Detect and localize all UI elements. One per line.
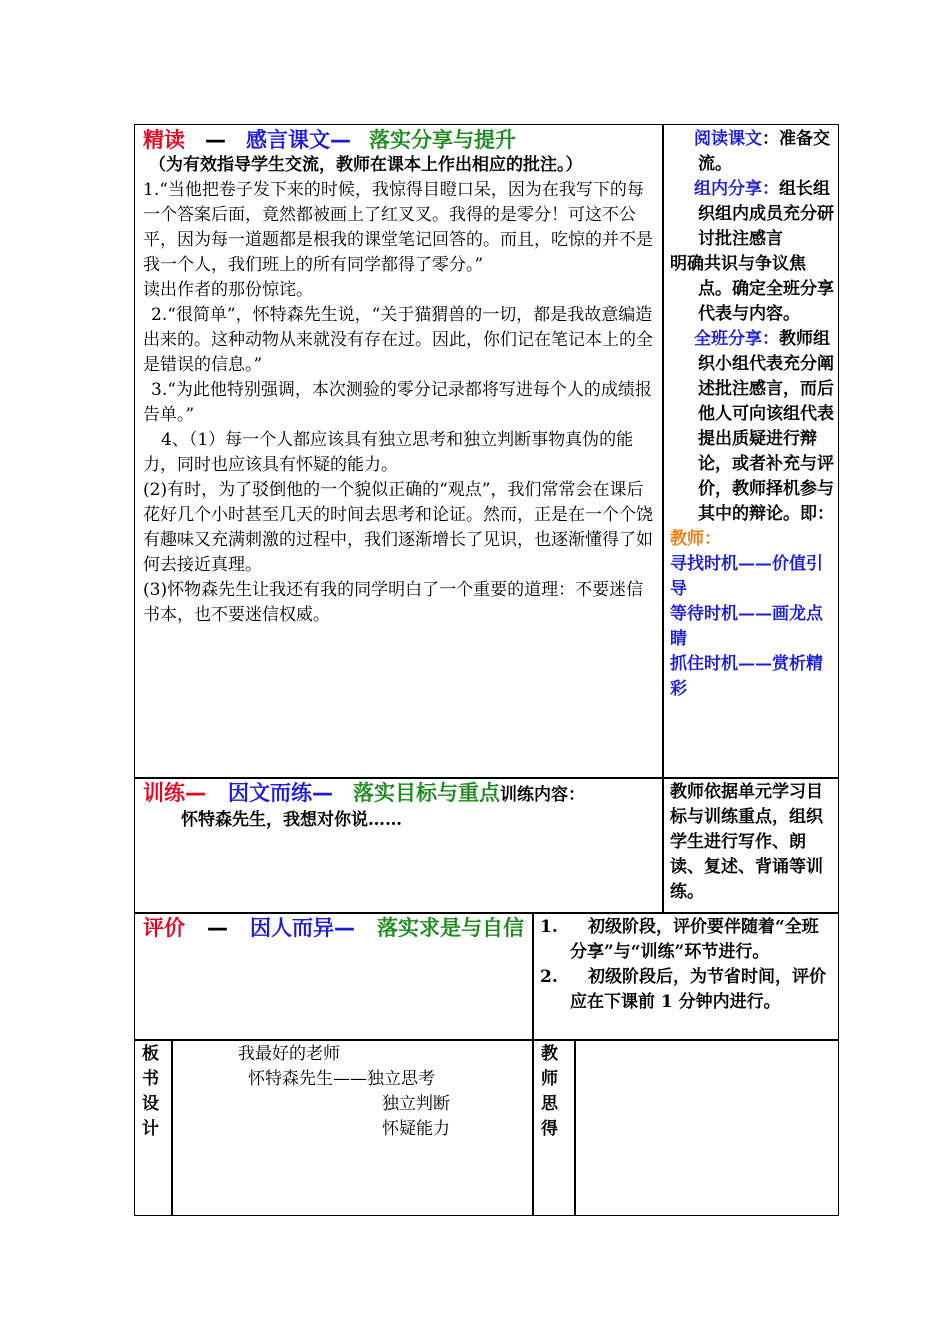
title-part-a: 评价 (143, 916, 185, 940)
divider-horizontal-2 (134, 912, 839, 914)
evaluation-note-1-text: 初级阶段，评价要伴随着“全班分享”与“训练”环节进行。 (570, 917, 819, 962)
training-label: 训练内容： (500, 785, 585, 805)
board-line-2: 怀特森先生——独立思考 (248, 1069, 435, 1089)
teacher-note: （为有效指导学生交流，教师在课本上作出相应的批注。） (149, 155, 583, 175)
board-line-1: 我最好的老师 (238, 1044, 340, 1064)
step-2-key: 组内分享： (694, 179, 779, 199)
evaluation-title (143, 915, 528, 941)
step-2-number (670, 177, 694, 202)
divider-horizontal-3 (134, 1039, 839, 1041)
step-1 (670, 127, 835, 177)
divider-vertical-1 (662, 124, 664, 913)
divider-vertical-4 (574, 1039, 576, 1216)
title-part-a: 精读 (143, 128, 185, 152)
title-part-b: 因文而练— (228, 781, 333, 805)
teacher-reflection-label: 教师思得 (541, 1044, 558, 1139)
title-dash: — (205, 128, 226, 152)
title-part-b: 感言课文— (246, 128, 351, 152)
step-1-text: ：准备交流。 (698, 129, 830, 174)
section-title (143, 127, 658, 153)
step-1-number (670, 127, 694, 152)
board-design-label: 板书设计 (142, 1044, 159, 1139)
section-training (143, 780, 658, 910)
step-2-extra: 明确共识与争议焦点。确定全班分享代表与内容。 (670, 254, 834, 324)
step-2-text: 组长组织组内成员充分研讨批注感言 (698, 179, 834, 249)
training-side-text: 教师依据单元学习目标与训练重点，组织学生进行写作、朗读、复述、背诵等训练。 (670, 782, 823, 902)
paragraph-2: 2.“很简单”，怀特森先生说，“关于猫猬兽的一切，都是我故意编造出来的。这种动物从来就没有存在过。因此，你们记在笔记本上的全是错误的信息。” (143, 305, 653, 375)
evaluation-note-2-number: 2. (540, 967, 558, 987)
teacher-point-3: 抓住时机——赏析精彩 (670, 654, 823, 699)
step-3 (670, 327, 835, 527)
training-description (670, 780, 835, 910)
title-dash: — (207, 916, 228, 940)
training-title (143, 780, 658, 808)
step-3-key: 全班分享： (694, 329, 779, 349)
paragraph-3: 3.“为此他特别强调，本次测验的零分记录都将写进每个人的成绩报告单。” (143, 380, 652, 425)
evaluation-note-1 (540, 915, 835, 965)
paragraph-1-comment: 读出作者的那份惊诧。 (143, 280, 313, 300)
title-part-c: 落实目标与重点 (353, 781, 500, 805)
section-evaluation (143, 915, 528, 1037)
title-part-b: 因人而异— (250, 916, 355, 940)
evaluation-note-2-text: 初级阶段后，为节省时间，评价应在下课前 1 分钟内进行。 (570, 967, 826, 1012)
step-3-text: 教师组织小组代表充分阐述批注感言，而后他人可向该组代表提出质疑进行辩论，或者补充与评价，教师择机参与其中的辩论。即： (698, 329, 834, 524)
evaluation-notes (540, 915, 835, 1037)
step-2 (670, 177, 835, 252)
divider-horizontal-1 (134, 777, 839, 779)
paragraph-6: (3)怀物森先生让我还有我的同学明白了一个重要的道理：不要迷信书本，也不要迷信权威。 (143, 580, 644, 625)
board-line-3: 独立判断 (382, 1094, 450, 1114)
paragraph-1: 1.“当他把卷子发下来的时候，我惊得目瞪口呆，因为在我写下的每一个答案后面，竟然都被画上了红叉叉。我得的是零分！可这不公平，因为每一道题都是根我的课堂笔记回答的。而且，吃惊的并不是我一个人，我们班上的所有同学都得了零分。” (143, 180, 653, 275)
title-part-a: 训练— (143, 781, 206, 805)
step-1-key: 阅读课文 (694, 129, 762, 149)
teacher-label: 教师： (670, 529, 721, 549)
training-content: 怀特森先生，我想对你说…… (181, 810, 402, 830)
evaluation-note-2 (540, 965, 835, 1015)
step-3-number (670, 327, 694, 352)
paragraph-5: (2)有时，为了驳倒他的一个貌似正确的“观点”，我们常常会在课后花好几个小时甚至几天的时间去思考和论证。然而，正是在一个个饶有趣味又充满刺激的过程中，我们逐渐增长了见识，也逐渐懂得了如何去接近真理。 (143, 480, 653, 575)
divider-vertical-2 (532, 912, 534, 1216)
board-line-4: 怀疑能力 (382, 1119, 450, 1139)
paragraph-4: 4、（1）每一个人都应该具有独立思考和独立判断事物真伪的能力，同时也应该具有怀疑的能力。 (143, 430, 634, 475)
evaluation-note-1-number: 1. (540, 917, 558, 937)
teacher-point-1: 寻找时机——价值引导 (670, 554, 823, 599)
section-intensive-reading (143, 127, 658, 775)
divider-vertical-3 (171, 1039, 173, 1216)
title-part-c: 落实分享与提升 (369, 128, 516, 152)
section-intensive-reading-steps (670, 127, 835, 775)
title-part-c: 落实求是与自信 (377, 916, 524, 940)
teacher-reflection-content (580, 1042, 835, 1212)
board-design-content (180, 1042, 525, 1212)
teacher-point-2: 等待时机——画龙点睛 (670, 604, 823, 649)
